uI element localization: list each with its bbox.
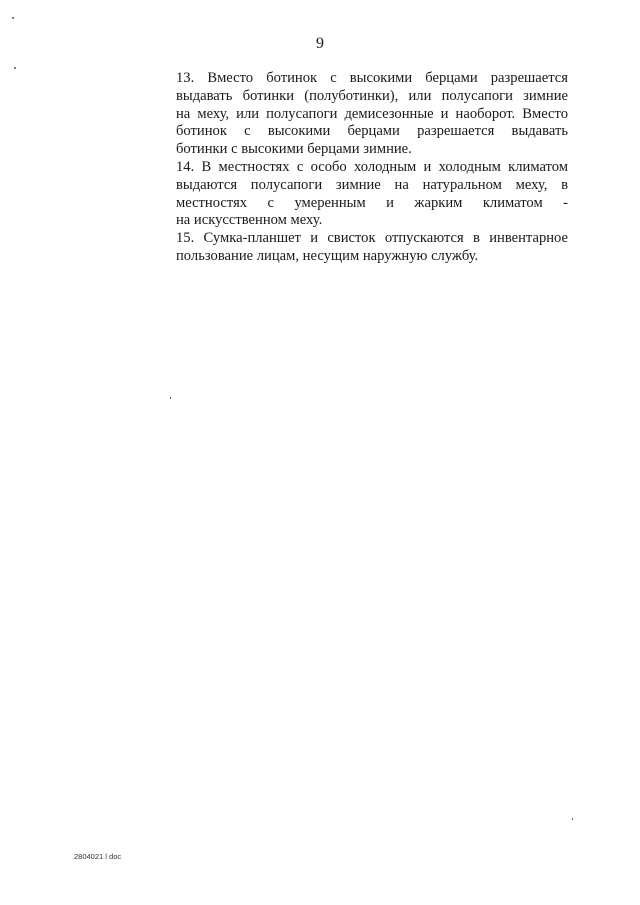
text-line: ботинок с высокими берцами разрешается выдавать	[176, 123, 568, 140]
text-line: пользование лицам, несущим наружную службу.	[176, 247, 479, 264]
text-line: 13. Вместо ботинок с высокими берцами разрешается	[176, 70, 568, 86]
text-line: 14. В местностях с особо холодным и холодным климатом	[176, 158, 568, 175]
text-line: выдаются полусапоги зимние на натуральном меху, в	[176, 176, 568, 193]
footer-file-code: 2804021 l doc	[74, 852, 122, 861]
scan-speck	[12, 17, 14, 19]
text-line: на искусственном меху.	[176, 212, 323, 229]
scan-speck	[14, 67, 16, 69]
paragraph-13	[176, 70, 568, 159]
text-line: ботинки с высокими берцами зимние.	[176, 141, 412, 158]
scan-speck	[170, 397, 171, 399]
paragraph-15	[176, 230, 568, 266]
scan-speck	[572, 818, 573, 820]
text-line: местностях с умеренным и жарким климатом -	[176, 194, 568, 211]
text-line: выдавать ботинки (полуботинки), или полусапоги зимние	[176, 87, 568, 104]
text-line: на меху, или полусапоги демисезонные и наоборот. Вместо	[176, 105, 568, 122]
text-line: 15. Сумка-планшет и свисток отпускаются в инвентарное	[176, 230, 568, 247]
page-number: 9	[316, 35, 324, 52]
paragraph-14	[176, 159, 568, 230]
document-body	[176, 70, 568, 266]
